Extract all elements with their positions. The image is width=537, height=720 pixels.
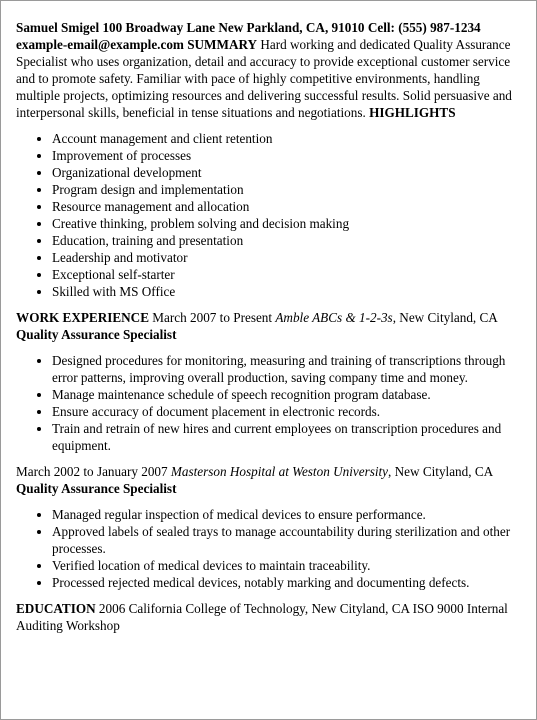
highlights-list [16, 130, 521, 300]
list-item: • Processed rejected medical devices, notably marking and documenting defects. [52, 574, 521, 591]
candidate-name: Samuel Smigel [16, 20, 100, 35]
summary-text: Hard working and dedicated Quality Assurance Specialist who uses organization, detail and accuracy to provide exceptional customer service and to promote safety. Familiar with pace of highly competitive environments, handling multiple projects, optimizing resources and delivering successful results. Solid persuasive and interpersonal skills, beneficial in tense situations and negotiations. [16, 37, 512, 120]
list-item: • Managed regular inspection of medical devices to ensure performance. [52, 506, 521, 523]
job-title: Quality Assurance Specialist [16, 327, 177, 342]
list-item: • Program design and implementation [52, 181, 521, 198]
list-item: • Organizational development [52, 164, 521, 181]
summary-heading: SUMMARY [187, 37, 258, 52]
list-item: • Verified location of medical devices to maintain traceability. [52, 557, 521, 574]
education-text: 2006 California College of Technology, New Cityland, CA ISO 9000 Internal Auditing Workshop [16, 601, 508, 633]
highlights-heading: HIGHLIGHTS [369, 105, 456, 120]
list-item: • Creative thinking, problem solving and decision making [52, 215, 521, 232]
list-item: • Account management and client retention [52, 130, 521, 147]
list-item: • Approved labels of sealed trays to manage accountability during sterilization and other processes. [52, 523, 521, 557]
job-dates: March 2007 to Present [152, 310, 273, 325]
education-heading: EDUCATION [16, 601, 96, 616]
header-summary-block [16, 19, 521, 121]
job-2-header [16, 463, 521, 497]
candidate-cell: (555) 987-1234 [398, 20, 481, 35]
job-1-bullets [16, 352, 521, 454]
list-item: • Skilled with MS Office [52, 283, 521, 300]
job-location: , New Cityland, CA [392, 310, 498, 325]
list-item: • Resource management and allocation [52, 198, 521, 215]
job-2-bullets [16, 506, 521, 591]
candidate-address: 100 Broadway Lane New Parkland, CA, 91010 [102, 20, 365, 35]
list-item: • Ensure accuracy of document placement in electronic records. [52, 403, 521, 420]
job-company: Amble ABCs & 1-2-3s [275, 310, 393, 325]
job-location: , New Cityland, CA [388, 464, 493, 479]
list-item: • Exceptional self-starter [52, 266, 521, 283]
job-title: Quality Assurance Specialist [16, 481, 177, 496]
education-block [16, 600, 521, 634]
list-item: • Designed procedures for monitoring, measuring and training of transcriptions through error patterns, improving overall production, saving company time and money. [52, 352, 521, 386]
list-item: • Leadership and motivator [52, 249, 521, 266]
job-company: Masterson Hospital at Weston University [170, 464, 389, 479]
experience-heading: WORK EXPERIENCE [16, 310, 149, 325]
list-item: • Improvement of processes [52, 147, 521, 164]
candidate-email: example-email@example.com [16, 37, 184, 52]
list-item: • Manage maintenance schedule of speech recognition program database. [52, 386, 521, 403]
cell-label: Cell: [367, 20, 395, 35]
job-dates: March 2002 to January 2007 [16, 464, 168, 479]
job-1-header [16, 309, 521, 343]
list-item: • Train and retrain of new hires and current employees on transcription procedures and equipment. [52, 420, 521, 454]
list-item: • Education, training and presentation [52, 232, 521, 249]
